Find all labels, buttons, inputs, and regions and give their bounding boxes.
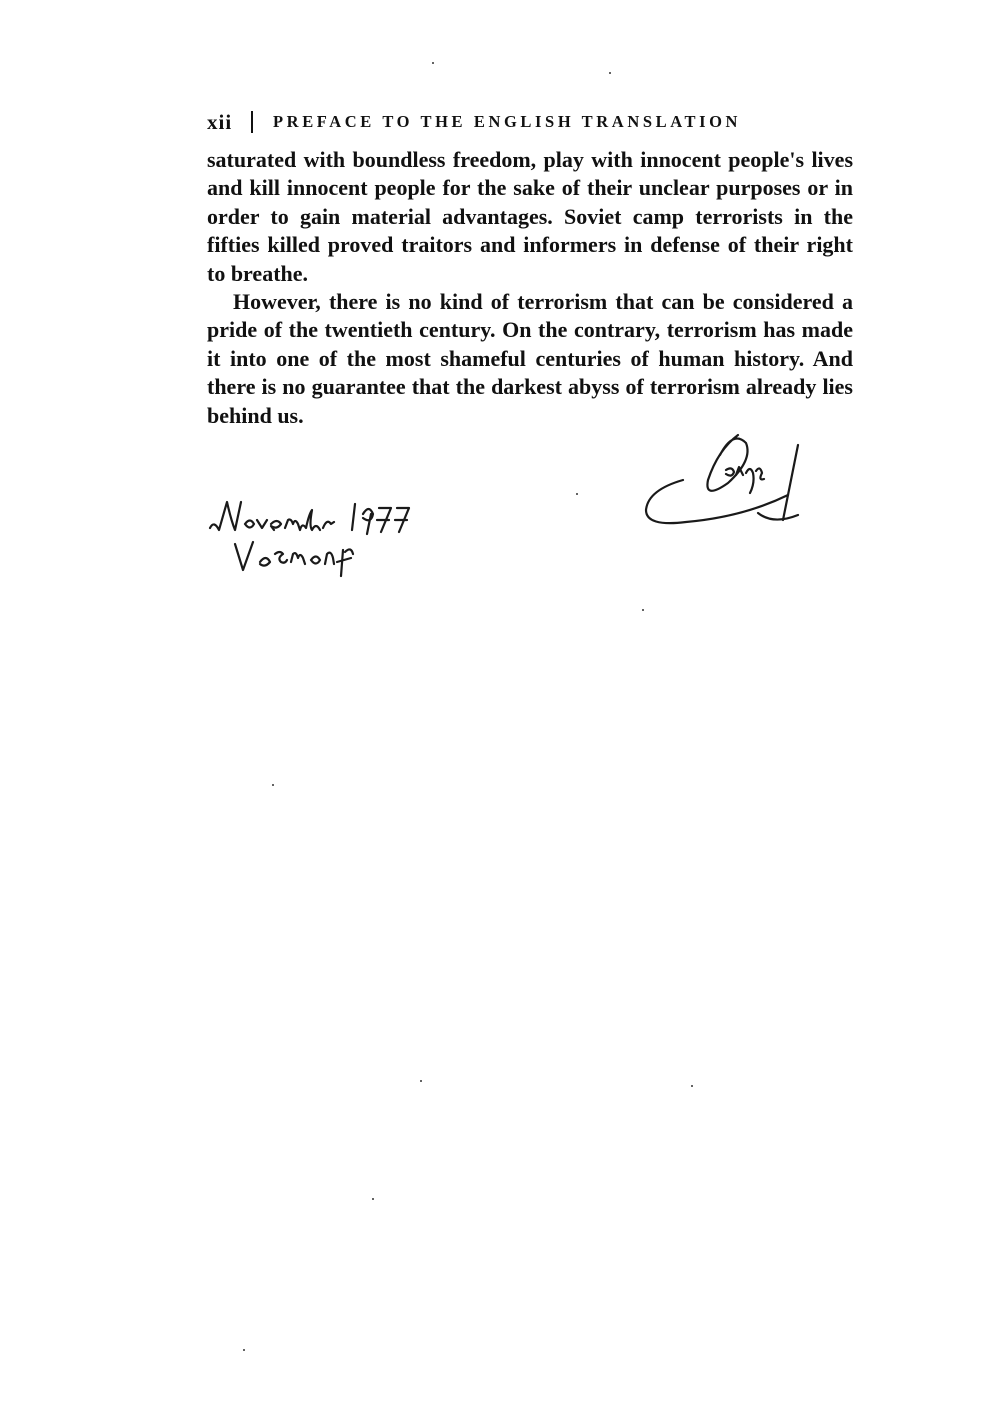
scan-speck <box>243 1349 245 1351</box>
scan-speck <box>272 784 274 786</box>
scan-speck <box>691 1085 693 1087</box>
scan-speck <box>642 609 644 611</box>
page-number: xii <box>207 109 233 134</box>
running-title: PREFACE TO THE ENGLISH TRANSLATION <box>273 112 742 131</box>
signature <box>638 425 818 535</box>
scan-speck <box>609 72 611 74</box>
scan-speck <box>432 62 434 64</box>
scan-speck <box>420 1080 422 1082</box>
running-header <box>207 108 867 136</box>
header-divider <box>251 111 253 133</box>
scan-speck <box>372 1198 374 1200</box>
paragraph-1: saturated with boundless freedom, play with innocent people's lives and kill innocent people for the sake of their unclear purposes or in order to gain material advantages. Soviet camp terrorists in the fifties killed proved traitors and informers in defense of their right to breathe. <box>207 147 853 286</box>
scan-speck <box>576 493 578 495</box>
handwritten-date-place <box>205 490 455 590</box>
paragraph-2: However, there is no kind of terrorism that can be considered a pride of the twentieth century. On the contrary, terrorism has made it into one of the most shameful centuries of human history. And there is no guarantee that the darkest abyss of terrorism already lies behind us. <box>207 289 853 428</box>
body-text <box>207 146 853 430</box>
